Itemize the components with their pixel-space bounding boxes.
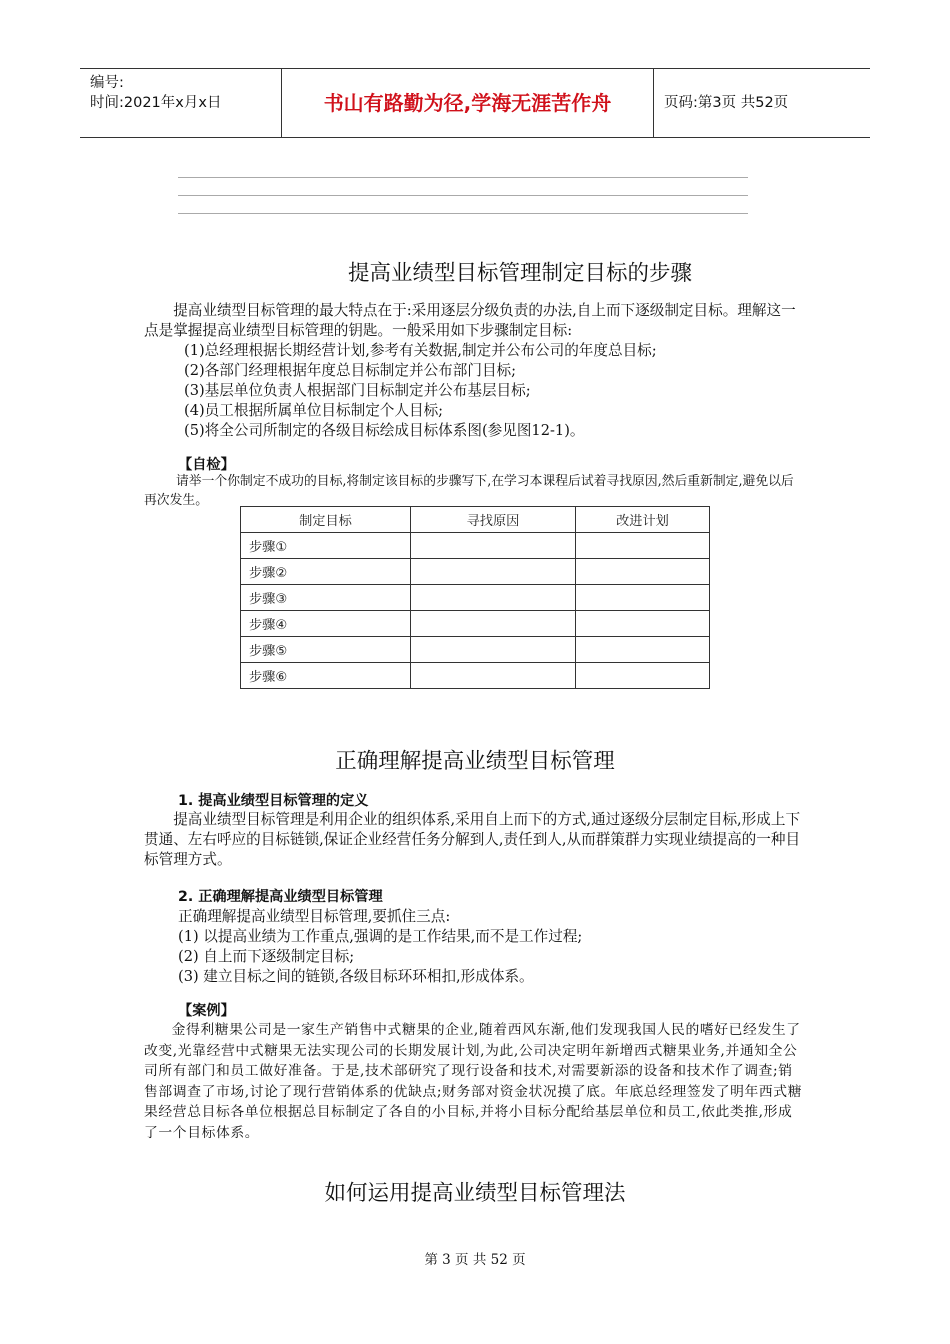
plan-cell[interactable] — [576, 533, 710, 559]
plan-cell[interactable] — [576, 585, 710, 611]
sub2-body — [144, 907, 806, 987]
step-item: (2)各部门经理根据年度总目标制定并公布部门目标; — [184, 362, 517, 379]
sub1-body — [144, 810, 806, 870]
selfcheck-instruction: 请举一个你制定不成功的目标,将制定该目标的步骤写下,在学习本课程后试着寻找原因,然后重新制定,避免以后再次发生。 — [144, 474, 794, 508]
step-item: (5)将全公司所制定的各级目标绘成目标体系图(参见图12-1)。 — [184, 422, 585, 439]
reason-cell[interactable] — [411, 533, 576, 559]
page-footer: 第 3 页 共 52 页 — [424, 1252, 526, 1268]
table-header-cell: 制定目标 — [241, 507, 411, 533]
page-header — [80, 68, 870, 138]
table-row — [241, 611, 710, 637]
plan-cell[interactable] — [576, 637, 710, 663]
divider-line — [178, 177, 748, 178]
step-cell: 步骤④ — [241, 611, 411, 637]
table-header-cell: 改进计划 — [576, 507, 710, 533]
step-cell: 步骤② — [241, 559, 411, 585]
case-text: 金得利糖果公司是一家生产销售中式糖果的企业,随着西风东渐,他们发现我国人民的嗜好已经发生了改变,光靠经营中式糖果无法实现公司的长期发展计划,为此,公司决定明年新增西式糖果业务,并通知全公司所有部门和员工做好准备。于是,技术部研究了现行设备和技术,对需要新添的设备和技术作了调查;销售部调查了市场,讨论了现行营销体系的优缺点;财务部对资金状况摸了底。年底总经理签发了明年西式糖果经营总目标各单位根据总目标制定了各自的小目标,并将小目标分配给基层单位和员工,依此类推,形成了一个目标体系。 — [144, 1022, 803, 1141]
plan-cell[interactable] — [576, 663, 710, 689]
table-row — [241, 559, 710, 585]
case-body — [144, 1020, 806, 1143]
header-motto: 书山有路勤为径,学海无涯苦作舟 — [282, 69, 654, 137]
header-page-label: 页码:第3页 共52页 — [664, 95, 789, 111]
step-item: (1)总经理根据长期经营计划,参考有关数据,制定并公布公司的年度总目标; — [184, 342, 657, 359]
selfcheck-label: 【自检】 — [178, 457, 235, 473]
step-item: (3)基层单位负责人根据部门目标制定并公布基层目标; — [184, 382, 531, 399]
step-cell: 步骤③ — [241, 585, 411, 611]
point-item: (3) 建立目标之间的链锁,各级目标环环相扣,形成体系。 — [178, 968, 534, 985]
point-item: (2) 自上而下逐级制定目标; — [178, 948, 355, 965]
case-label: 【案例】 — [178, 1003, 235, 1019]
table-row — [241, 585, 710, 611]
section1-intro: 提高业绩型目标管理的最大特点在于:采用逐层分级负责的办法,自上而下逐级制定目标。理解这一点是掌握提高业绩型目标管理的钥匙。一般采用如下步骤制定目标: — [144, 302, 796, 339]
reason-cell[interactable] — [411, 637, 576, 663]
sub2-title: 2. 正确理解提高业绩型目标管理 — [178, 889, 383, 905]
step-item: (4)员工根据所属单位目标制定个人目标; — [184, 402, 444, 419]
reason-cell[interactable] — [411, 663, 576, 689]
plan-cell[interactable] — [576, 611, 710, 637]
step-cell: 步骤⑥ — [241, 663, 411, 689]
step-cell: 步骤⑤ — [241, 637, 411, 663]
sub1-title: 1. 提高业绩型目标管理的定义 — [178, 793, 369, 809]
reason-cell[interactable] — [411, 559, 576, 585]
selfcheck-text — [144, 472, 806, 510]
table-header-cell: 寻找原因 — [411, 507, 576, 533]
table-row — [241, 533, 710, 559]
divider-line — [178, 195, 748, 196]
sub2-intro: 正确理解提高业绩型目标管理,要抓住三点: — [178, 908, 451, 925]
header-meta — [80, 69, 282, 137]
section1-body — [144, 301, 806, 441]
reason-cell[interactable] — [411, 585, 576, 611]
selfcheck-table — [240, 506, 710, 689]
reason-cell[interactable] — [411, 611, 576, 637]
section3-title: 如何运用提高业绩型目标管理法 — [324, 1181, 626, 1206]
sub1-text: 提高业绩型目标管理是利用企业的组织体系,采用自上而下的方式,通过逐级分层制定目标,形成上下贯通、左右呼应的目标链锁,保证企业经营任务分解到人,责任到人,从而群策群力实现业绩提高的一种目标管理方式。 — [144, 811, 801, 868]
point-item: (1) 以提高业绩为工作重点,强调的是工作结果,而不是工作过程; — [178, 928, 583, 945]
table-header-row — [241, 507, 710, 533]
section2-title: 正确理解提高业绩型目标管理 — [335, 749, 615, 774]
section1-title: 提高业绩型目标管理制定目标的步骤 — [347, 261, 692, 286]
table-row — [241, 637, 710, 663]
table-row — [241, 663, 710, 689]
divider-line — [178, 213, 748, 214]
plan-cell[interactable] — [576, 559, 710, 585]
number-label: 编号: — [90, 75, 124, 91]
time-label: 时间:2021年x月x日 — [90, 95, 222, 111]
step-cell: 步骤① — [241, 533, 411, 559]
